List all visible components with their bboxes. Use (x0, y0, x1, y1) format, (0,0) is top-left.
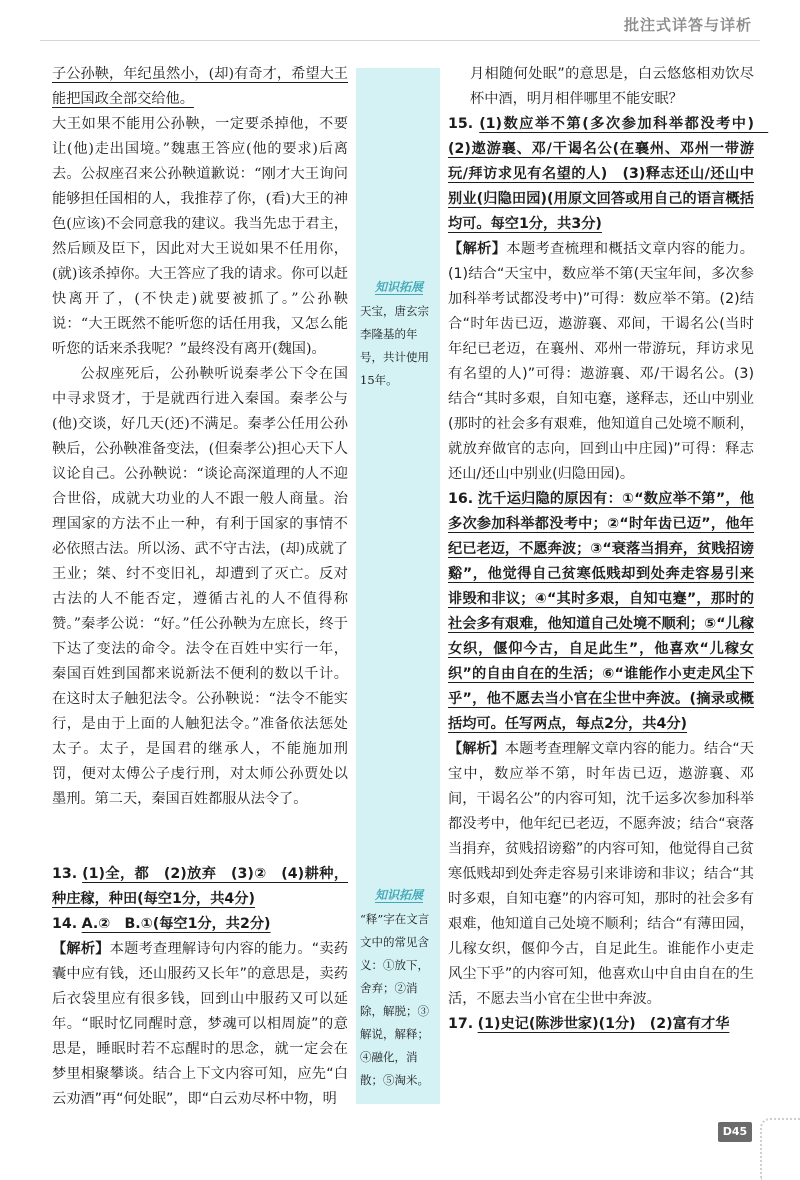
question-number: 13. (52, 866, 78, 882)
knowledge-box-title: 知识拓展 (374, 888, 423, 902)
answer-text: (1)数应举不第(多次参加科举都没考中) (2)遨游襄、邓/干谒名公(在襄州、邓州一带游玩/拜访求见有名望的人) (3)释志还山/还山中别业(归隐田园)(用原文回答或用自己的语言概括均可。每空1分，共3分) (448, 116, 769, 232)
analysis-14 (52, 937, 348, 1112)
translation-paragraph: 大王如果不能用公孙鞅，一定要杀掉他，不要让(他)走出国境。”魏惠王答应(他的要求)后离去。公叔座召来公孙鞅道歉说：“刚才大王询问能够担任国相的人，我推荐了你，(看)大王的神色(应该)不会同意我的建议。我当先忠于君主，然后顾及臣下，因此对大王说如果不任用你，(就)该杀掉你。大王答应了我的请求。你可以赶快离开了，(不快走)就要被抓了。”公孙鞅说：“大王既然不能听您的话任用我，又怎么能听您的话来杀我呢？”最终没有离开(魏国)。 (52, 116, 348, 357)
question-number: 15. (448, 116, 474, 132)
header-divider (40, 40, 760, 41)
answer-14 (52, 912, 348, 937)
translation-paragraph-highlight: 子公孙鞅，年纪虽然小，(却)有奇才，希望大王能把国政全部交给他。 (52, 66, 348, 107)
knowledge-box-text: “释”字在文言文中的常见含义：①放下，舍弃；②消除，解脱；③解说，解释；④融化，消散；⑤淘米。 (360, 912, 430, 1087)
knowledge-box-title: 知识拓展 (374, 280, 423, 294)
analysis-tag: 【解析】 (52, 941, 110, 957)
question-number: 16. (448, 491, 474, 507)
left-column-translation (52, 62, 348, 812)
page-header-title: 批注式详答与详析 (623, 16, 752, 34)
answer-text: (1)史记(陈涉世家)(1分) (2)富有才华 (477, 1016, 730, 1032)
analysis-14-continued: 月相随何处眠”的意思是，白云悠悠相劝饮尽杯中酒，明月相伴哪里不能安眠？ (470, 66, 754, 107)
knowledge-box-2 (360, 886, 438, 1092)
knowledge-box-text: 天宝，唐玄宗李隆基的年号，共计使用15年。 (360, 304, 429, 387)
right-column-answers (448, 62, 769, 1037)
answer-text: (1)全，都 (2)放弃 (3)② (4)耕种，种庄稼，种田(每空1分，共4分) (52, 866, 349, 907)
question-number: 14. (52, 916, 78, 932)
analysis-text: 本题考查梳理和概括文章内容的能力。(1)结合“天宝中，数应举不第(天宝年间，多次参加科举考试都没考中)”可得：数应举不第。(2)结合“时年齿已迈，遨游襄、邓间，干谒名公(当时年纪已老迈，在襄州、邓州一带游玩，拜访求见有名望的人)”可得：遨游襄、邓/干谒名公。(3)结合“其时多艰，自知屯蹇，遂释志，还山中别业(那时的社会多有艰难，他知道自己处境不顺利，就放弃做官的志向，回到山中庄园)”可得：释志还山/还山中别业(归隐田园)。 (448, 241, 754, 482)
answer-17 (448, 1012, 754, 1037)
question-number: 17. (448, 1016, 474, 1032)
analysis-15 (448, 237, 754, 487)
translation-paragraph: 公叔座死后，公孙鞅听说秦孝公下令在国中寻求贤才，于是就西行进入秦国。秦孝公与(他)交谈，好几天(还)不满足。秦孝公任用公孙鞅后，公孙鞅准备变法，(但秦孝公)担心天下人议论自己。公孙鞅说：“谈论高深道理的人不迎合世俗，成就大功业的人不跟一般人商量。治理国家的方法不止一种，有利于国家的事情不必依照古法。所以汤、武不守古法，(却)成就了王业；桀、纣不变旧礼，却遭到了灭亡。反对古法的人不能否定，遵循古礼的人不值得称赞。”秦孝公说：“好。”任公孙鞅为左庶长，终于下达了变法的命令。法令在百姓中实行一年，秦国百姓到国都来说新法不便利的数以千计。在这时太子触犯法令。公孙鞅说：“法令不能实行，是由于上面的人触犯法令。”准备依法惩处太子。太子，是国君的继承人，不能施加刑罚，便对太傅公子虔行刑，对太师公孙贾处以墨刑。第二天，秦国百姓都服从法令了。 (52, 366, 348, 807)
analysis-16 (448, 737, 754, 1012)
answer-15 (448, 112, 769, 237)
page-number: D45 (718, 1122, 752, 1142)
analysis-text: 本题考查理解诗句内容的能力。“卖药囊中应有钱，还山服药又长年”的意思是，卖药后衣袋里应有很多钱，回到山中服药又可以延年。“眠时忆同醒时意，梦魂可以相周旋”的意思是，睡眠时若不忘醒时的思念，就一定会在梦里相聚攀谈。结合上下文内容可知，应先“白云劝酒”再“何处眠”，即“白云劝尽杯中物，明 (52, 941, 348, 1107)
analysis-tag: 【解析】 (448, 241, 507, 257)
answer-text: 沈千运归隐的原因有：①“数应举不第”，他多次参加科举都没考中；②“时年齿已迈”，他年纪已老迈，不愿奔波；③“衰落当捐弃，贫贱招谤谿”，他觉得自己贫寒低贱却到处奔走容易引来诽毁和非议；④“其时多艰，自知屯蹇”，那时的社会多有艰难，他知道自己处境不顺利；⑤“儿稼女织，偃仰今古，自足此生”，他喜欢“儿稼女织”的自由自在的生活；⑥“谁能作小吏走风尘下乎”，他不愿去当小官在尘世中奔波。(摘录或概括均可。任写两点，每点2分，共4分) (448, 491, 754, 732)
answer-13 (52, 862, 348, 912)
left-column-answers (52, 862, 348, 1112)
answer-text: A.② B.①(每空1分，共2分) (81, 916, 271, 932)
answer-16 (448, 487, 754, 737)
page-corner-decoration (760, 1118, 800, 1180)
knowledge-box-1 (360, 278, 438, 392)
analysis-tag: 【解析】 (448, 741, 505, 757)
analysis-text: 本题考查理解文章内容的能力。结合“天宝中，数应举不第，时年齿已迈，遨游襄、邓间，干谒名公”的内容可知，沈千运多次参加科举都没考中，他年纪已老迈，不愿奔波；结合“衰落当捐弃，贫贱招谤谿”的内容可知，他觉得自己贫寒低贱却到处奔走容易引来诽谤和非议；结合“其时多艰，自知屯蹇”的内容可知，那时的社会多有艰难，他知道自己处境不顺利；结合“有薄田园，儿稼女织，偃仰今古，自足此生。谁能作小吏走风尘下乎”的内容可知，他喜欢山中自由自在的生活，不愿去当小官在尘世中奔波。 (448, 741, 754, 1007)
